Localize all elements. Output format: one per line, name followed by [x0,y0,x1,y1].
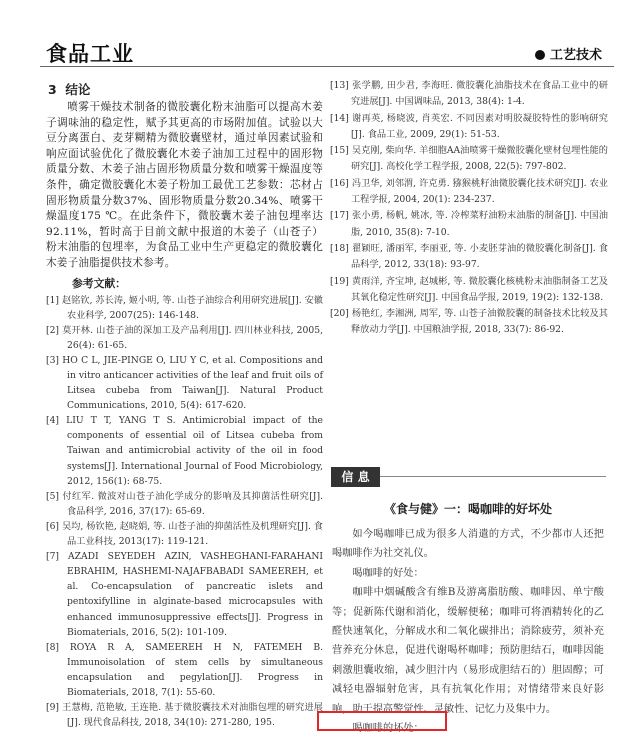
section-title: 结论 [65,82,91,97]
reference-item: [15] 吴克刚, 柴向华. 羊细胞AA油喷雾干燥微胶囊化壁材包埋性能的研究[J]. 高校化学工程学报, 2008, 22(5): 797-802. [330,145,608,173]
left-reference-list [46,293,323,731]
reference-item: [5] 付红军. 微波对山苍子油化学成分的影响及其抑菌活性研究[J]. 食品科学, 2016, 37(17): 65-69. [46,490,323,517]
reference-item: [4] LIU T T, YANG T S. Antimicrobial impact of the components of essential oil of Litsea cubeba from Taiwan and antimicrobial activity of the oil in food systems[J]. International Journal of Food Microbiology, 2012, 156(1): 68-75. [46,415,323,487]
reference-item: [7] AZADI SEYEDEH AZIN, VASHEGHANI-FARAHANI EBRAHIM, HASHEMI-NAJAFBABADI SAMEEREH, et al. Co-encapsulation of pancreatic islets and pentoxifylline in alginate-based microcapsules with enhanced immunosuppressive effects[J]. Progress in Biomaterials, 2016, 5(2): 101-109. [46,551,323,638]
reference-item: [9] 王慧梅, 范艳敏, 王连艳. 基于微胶囊技术对油脂包埋的研究进展[J]. 现代食品科技, 2018, 34(10): 271-280, 195. [46,702,323,729]
reference-item: [16] 冯卫华, 刘邻渭, 许克勇. 猕猴桃籽油微胶囊化技术研究[J]. 农业工程学报, 2004, 20(1): 234-237. [330,177,608,206]
conclusion-heading [48,80,323,98]
reference-item: [8] ROYA R A, SAMEEREH H N, FATEMEH B. Immunoisolation of stem cells by simultaneous encapsulation and pegylation[J]. Progress in Biomaterials, 2018, 7(1): 55-60. [46,641,323,698]
bad-heading: 喝咖啡的坏处： [352,723,424,735]
header-rule [40,66,614,67]
reference-item: [13] 张学鹏, 田少君, 李海旺. 微胶囊化油脂技术在食品工业中的研究进展[J]. 中国调味品, 2013, 38(4): 1-4. [330,80,608,108]
reference-item: [17] 张小勇, 杨帆, 姚冰, 等. 冷榨菜籽油粉末油脂的制备[J]. 中国油脂, 2010, 35(8): 7-10. [330,210,608,238]
reference-item: [19] 黄雨洋, 齐宝坤, 赵城彬, 等. 微胶囊化核桃粉末油脂制备工艺及其氧化稳定性研究[J]. 中国食品学报, 2019, 19(2): 132-138. [330,275,608,303]
good-body: 咖啡中烟碱酸含有维B及游离脂肪酸、咖啡因、单宁酸等；促新陈代谢和消化，缓解便秘；咖啡可将酒精转化的乙醛快速氧化，分解成水和二氧化碳排出；消除疲劳，须补充营养充分休息，促进代谢喝杯咖啡；预防胆结石，咖啡因能刺激胆囊收缩，减少胆汁内（易形成胆结石的）胆固醇；可减轻电器辐射危害，具有抗氧化作用；对情绪带来良好影响，助于提高警觉性、灵敏性、记忆力及集中力。 [332,587,604,715]
highlight-box [317,711,447,731]
journal-logo: 食品工业 [46,41,134,66]
reference-item: [18] 翟颖旺, 潘丽军, 李丽亚, 等. 小麦胚芽油的微胶囊化制备[J]. 食品科学, 2012, 33(18): 93-97. [330,242,608,271]
reference-item: [2] 莫开林. 山苍子油的深加工及产品利用[J]. 四川林业科技, 2005, 26(4): 61-65. [46,324,323,351]
info-divider [380,476,606,477]
bullet-icon [535,50,545,60]
reference-item: [3] HO C L, JIE-PINGE O, LIU Y C, et al. Compositions and in vitro anticancer activities of the leaf and fruit oils of Litsea cubeba from Taiwan[J]. Natural Product Communications, 2010, 5(4): 617-620. [46,354,323,412]
info-badge: 信 息 [331,467,380,487]
reference-item: [6] 吴均, 杨钦艳, 赵晓娟, 等. 山苍子油的抑菌活性及机理研究[J]. 食品工业科技, 2013(17): 119-121. [46,520,323,548]
section-number: 3 [48,82,57,97]
left-column [46,78,323,730]
reference-item: [20] 杨艳红, 李湘洲, 周军, 等. 山苍子油微胶囊的制备技术比较及其释放动力学[J]. 中国粮油学报, 2018, 33(7): 86-92. [330,308,608,336]
reference-item: [14] 谢再英, 杨晓波, 肖英宏. 不同因素对明胶凝胶特性的影响研究[J]. 食品工业, 2009, 29(1): 51-53. [330,112,608,140]
right-column [330,78,608,339]
good-heading: 喝咖啡的好处： [352,567,424,579]
article-body [332,525,604,738]
article-title: 《食与健》一：喝咖啡的好坏处 [383,502,552,516]
references-heading: 参考文献： [72,276,126,290]
article-intro: 如今喝咖啡已成为很多人消遣的方式，不少都市人还把喝咖啡作为社交礼仪。 [332,529,604,560]
reference-item: [1] 赵铭钦, 苏长涛, 姬小明, 等. 山苍子油综合利用研究进展[J]. 安徽农业科学, 2007(25): 146-148. [46,294,323,321]
section-label-text: 工艺技术 [549,48,602,63]
conclusion-paragraph: 喷雾干燥技术制备的微胶囊化粉末油脂可以提高木姜子调味油的稳定性，赋予其更高的市场附加值。试验以大豆分离蛋白、麦芽糊精为微胶囊壁材，通过单因素试验和响应面试验优化了微胶囊化木姜子油加工过程中的固形物质量分数、木姜子油占固形物质量分数和喷雾干燥温度等条件，确定微胶囊化木姜子粉加工最优工艺参数：芯材占固形物质量分数37%、固形物质量分数20.34%、喷雾干燥温度175 ℃。在此条件下，微胶囊木姜子油包埋率达92.11%，暂时高于目前文献中报道的木姜子（山苍子）粉末油脂的包埋率，为食品工业中生产更稳定的微胶囊化木姜子油脂提供技术参考。 [46,101,323,269]
section-label [535,44,602,63]
